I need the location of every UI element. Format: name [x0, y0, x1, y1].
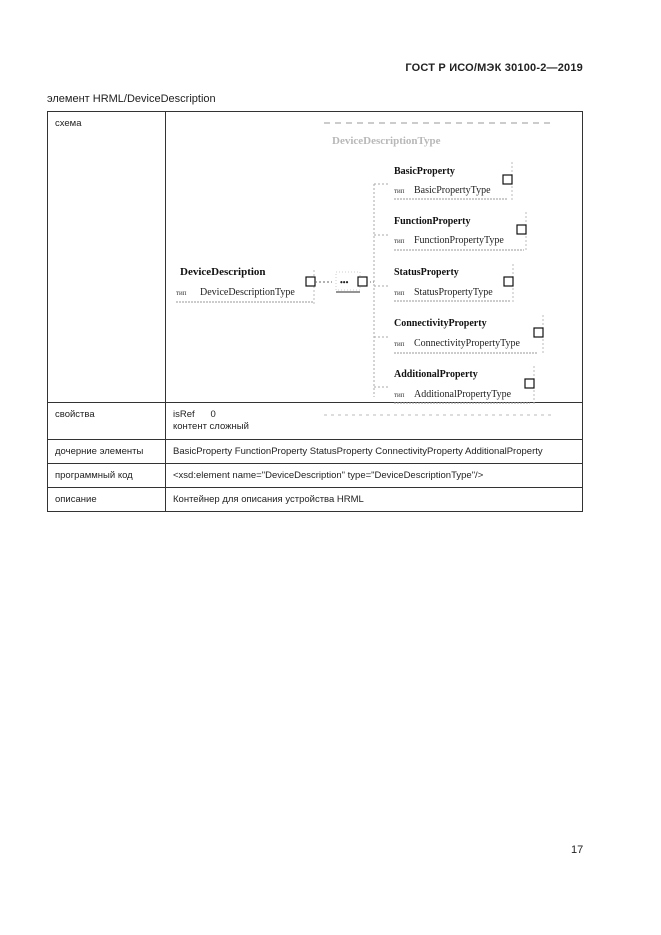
- svg-text:тип: тип: [394, 187, 405, 195]
- source-label: программный код: [48, 464, 166, 488]
- source-row: [48, 464, 583, 488]
- root-type-prefix: тип: [176, 289, 187, 297]
- svg-text:тип: тип: [394, 289, 405, 297]
- child-expand-box-connectivity[interactable]: [534, 328, 543, 337]
- children-label: дочерние элементы: [48, 440, 166, 464]
- standard-header: ГОСТ Р ИСО/МЭК 30100-2—2019: [405, 62, 583, 74]
- child-name-status: StatusProperty: [394, 267, 459, 278]
- description-row: [48, 488, 583, 512]
- child-element-status[interactable]: [374, 264, 513, 304]
- sequence-expand-box[interactable]: [358, 277, 367, 286]
- schema-row: [48, 112, 583, 403]
- child-type-connectivity: ConnectivityPropertyType: [414, 338, 520, 349]
- schema-label: схема: [48, 112, 166, 403]
- schema-diagram: [166, 112, 584, 418]
- root-element-type: DeviceDescriptionType: [200, 287, 295, 298]
- group-type-label: DeviceDescriptionType: [332, 135, 441, 147]
- child-name-connectivity: ConnectivityProperty: [394, 318, 487, 329]
- element-spec-table: [47, 111, 583, 512]
- child-expand-box-function[interactable]: [517, 225, 526, 234]
- child-name-basic: BasicProperty: [394, 166, 455, 177]
- root-element-name: DeviceDescription: [180, 266, 266, 278]
- element-title: элемент HRML/DeviceDescription: [47, 93, 216, 105]
- sequence-icon: •••: [340, 278, 349, 287]
- children-value: BasicProperty FunctionProperty StatusProperty ConnectivityProperty AdditionalProperty: [166, 440, 583, 464]
- root-expand-box[interactable]: [306, 277, 315, 286]
- description-label: описание: [48, 488, 166, 512]
- svg-text:тип: тип: [394, 340, 405, 348]
- child-type-status: StatusPropertyType: [414, 287, 493, 298]
- child-element-basic[interactable]: [374, 162, 512, 202]
- page-number: 17: [571, 844, 584, 856]
- child-expand-box-status[interactable]: [504, 277, 513, 286]
- child-expand-box-additional[interactable]: [525, 379, 534, 388]
- child-element-function[interactable]: [374, 212, 526, 252]
- schema-diagram-cell: [166, 112, 583, 403]
- children-row: [48, 440, 583, 464]
- description-value: Контейнер для описания устройства HRML: [166, 488, 583, 512]
- child-type-additional: AdditionalPropertyType: [414, 389, 512, 400]
- properties-label: свойства: [48, 403, 166, 440]
- isref-key: isRef: [173, 409, 195, 420]
- source-value: <xsd:element name="DeviceDescription" type="DeviceDescriptionType"/>: [166, 464, 583, 488]
- isref-value: 0: [210, 409, 216, 420]
- child-name-function: FunctionProperty: [394, 216, 471, 227]
- child-type-function: FunctionPropertyType: [414, 235, 504, 246]
- child-expand-box-basic[interactable]: [503, 175, 512, 184]
- child-name-additional: AdditionalProperty: [394, 369, 478, 380]
- child-type-basic: BasicPropertyType: [414, 185, 491, 196]
- svg-text:тип: тип: [394, 391, 405, 399]
- child-element-connectivity[interactable]: [374, 315, 543, 355]
- child-element-additional[interactable]: [374, 366, 534, 406]
- content-type: контент сложный: [173, 421, 249, 432]
- svg-text:тип: тип: [394, 237, 405, 245]
